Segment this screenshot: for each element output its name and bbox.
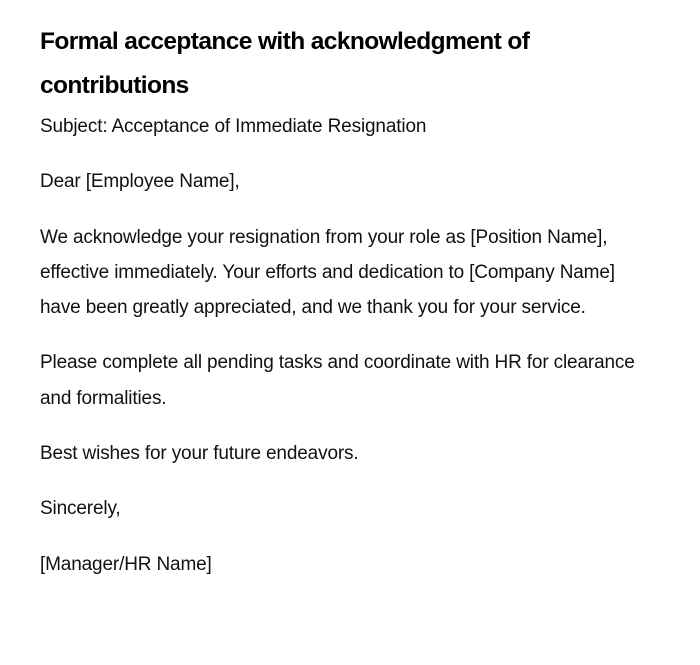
- body-paragraph-acknowledgment: We acknowledge your resignation from your role as [Position Name], effective immediately. Your efforts and dedication to [Company Name] have been greatly appreciated, and we thank you for your service.: [40, 226, 615, 319]
- body-paragraph-wishes: Best wishes for your future endeavors.: [40, 443, 359, 465]
- subject-line: Subject: Acceptance of Immediate Resignation: [40, 116, 427, 137]
- signature: [Manager/HR Name]: [40, 553, 212, 575]
- greeting: Dear [Employee Name],: [40, 171, 240, 193]
- document-title: Formal acceptance with acknowledgment of contributions: [40, 28, 530, 99]
- body-paragraph-instructions: Please complete all pending tasks and coordinate with HR for clearance and formalities.: [40, 352, 635, 409]
- closing: Sincerely,: [40, 498, 121, 520]
